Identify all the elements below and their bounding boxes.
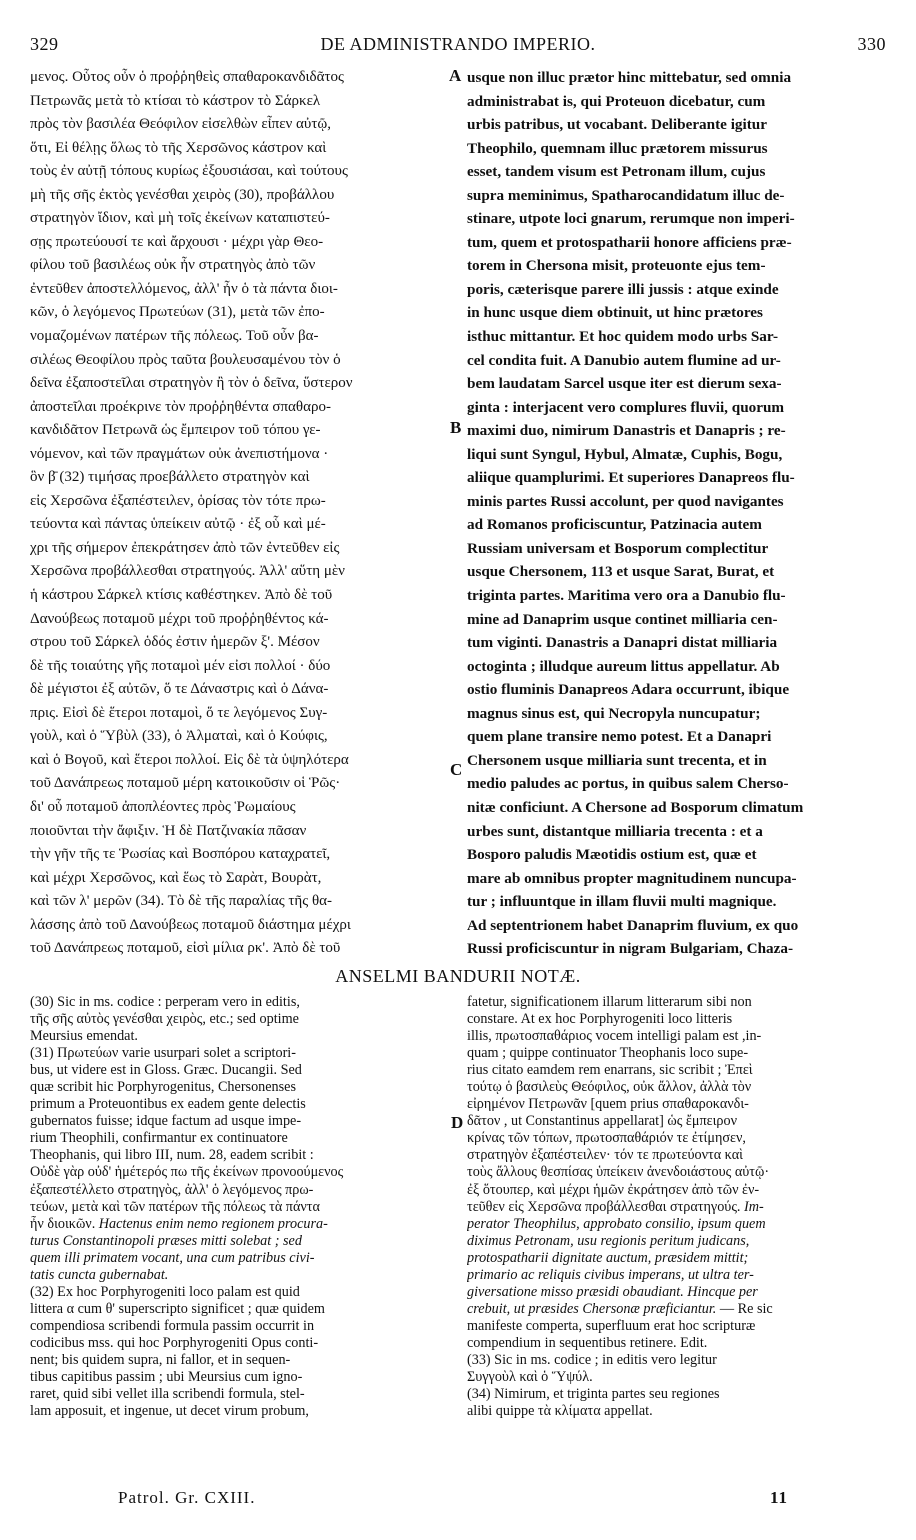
note-line: nent; bis quidem supra, ni fallor, et in sequen-	[30, 1351, 291, 1368]
latin-text-line: minis partes Russi accolunt, per quod navigantes	[467, 492, 784, 510]
note-line: alibi quippe τὰ κλίματα appellat.	[467, 1403, 653, 1420]
note-line: Οὐδὲ γὰρ οὐδ' ἡμέτερός πω τῆς ἐκείνων προνοούμενος	[30, 1164, 344, 1181]
greek-text-line: δὲ μέγιστοι ἐξ αὐτῶν, ὅ τε Δάναστρις καὶ ὁ Δάνα-	[30, 681, 329, 698]
greek-text-line: κανδιδᾶτον Πετρωνᾶ ὡς ἔμπειρον τοῦ τόπου γε-	[30, 422, 321, 439]
margin-marker-d: D	[451, 1113, 464, 1132]
greek-text-line: Δανούβεως ποταμοῦ μέχρι τοῦ προῤῥηθέντος κά-	[30, 610, 329, 627]
latin-text-line: tum viginti. Danastris a Danapri distat milliaria	[467, 634, 778, 652]
latin-text-line: aliique quamplurimi. Et superiores Danapreos flu-	[467, 469, 795, 487]
latin-text-line: ostio fluminis Danapreos Adara occurrunt, ibique	[467, 681, 790, 699]
margin-marker-c: C	[450, 760, 463, 779]
note-line: rius citato eamdem rem enarrans, sic scribit ; Ἐπεὶ	[467, 1062, 753, 1079]
latin-text-line: esset, tandem visum est Petronam illum, cujus	[467, 163, 766, 181]
greek-text-line: πρὸς τὸν βασιλέα Θεόφιλον εἰσελθὼν εἶπεν αὐτῷ,	[30, 116, 331, 133]
greek-text-line: ποιοῦνται τὴν ἄφιξιν. Ἡ δὲ Πατζινακία πᾶσαν	[30, 822, 307, 839]
latin-text-line: triginta partes. Maritima vero ora a Danubio flu-	[467, 587, 786, 605]
note-line: primum a Proteuontibus ex eadem gente delectis	[30, 1096, 306, 1113]
latin-text-line: Theophilo, quemnam illuc prætorem missurus	[467, 139, 768, 157]
margin-marker-a: A	[449, 66, 462, 85]
latin-text-line: usque Chersonem, 113 et usque Sarat, Burat, et	[467, 563, 775, 581]
greek-text-line: τεύοντα καὶ πάντας ὑπείκειν αὐτῷ · ἐξ οὗ καὶ μέ-	[30, 516, 326, 533]
latin-text-line: Bosporo paludis Mæotidis ostium est, quæ et	[467, 846, 757, 864]
note-line: turus Constantinopoli præses mitti solebat ; sed	[30, 1232, 302, 1249]
greek-text-line: δεῖνα ἐξαποστεῖλαι στρατηγὸν ἢ τὸν ὁ δεῖνα, ὕστερον	[30, 375, 353, 392]
greek-text-line: καὶ τῶν λ' μερῶν (34). Τὸ δὲ τῆς παραλίας τῆς θα-	[30, 893, 333, 910]
latin-text-line: usque non illuc prætor hinc mittebatur, sed omnia	[467, 69, 792, 86]
greek-text-line: ἀποστεῖλαι προέκρινε τὸν προῤῥηθέντα σπαθαρο-	[30, 398, 331, 415]
latin-text-line: torem in Chersona misit, proteuonte ejus tem-	[467, 257, 766, 275]
greek-text-line: Πετρωνᾶς μετὰ τὸ κτίσαι τὸ κάστρον τὸ Σάρκελ	[30, 92, 321, 109]
greek-text-line: νομαζομένων πατέρων τῆς πόλεως. Τοῦ οὖν βα-	[30, 328, 319, 345]
latin-text-line: maximi duo, nimirum Danastris et Danapris ; re-	[467, 422, 786, 440]
latin-text-line: tur ; influuntque in illam fluvii multi magnique.	[467, 893, 777, 911]
greek-text-line: ἐντεῦθεν ἀποστελλόμενος, ἀλλ' ἦν ὁ τὰ πάντα διοι-	[30, 280, 338, 297]
note-line: quæ scribit hic Porphyrogenitus, Chersonenses	[30, 1079, 296, 1096]
latin-text-line: mine ad Danaprim usque continet milliaria cen-	[467, 610, 778, 628]
note-line: (34) Nimirum, et triginta partes seu regiones	[467, 1386, 720, 1403]
notes-heading: ANSELMI BANDURII NOTÆ.	[335, 966, 581, 986]
note-line: τῆς σῆς αὐτὸς γενέσθαι χειρὸς, etc.; sed optime	[30, 1011, 299, 1028]
greek-text-line: εἰς Χερσῶνα ἐξαπέστειλεν, ὁρίσας τὸν τότε πρω-	[30, 492, 326, 509]
latin-text-line: supra meminimus, Spatharocandidatum illuc de-	[467, 186, 785, 204]
greek-text-line: ἡ κάστρου Σάρκελ κτίσις καθέστηκεν. Ἀπὸ δὲ τοῦ	[30, 587, 333, 604]
greek-text-line: πρις. Εἰσὶ δὲ ἕτεροι ποταμοὶ, ὅ τε λεγόμενος Συγ-	[30, 704, 328, 721]
note-line: εἰρημένον Πετρωνᾶν [quem prius σπαθαροκανδι-	[467, 1096, 749, 1113]
note-line: littera α cum θ' superscripto significet ; quæ quidem	[30, 1300, 325, 1317]
latin-text-line: Russi proficiscuntur in nigram Bulgariam, Chaza-	[467, 940, 793, 958]
greek-text-line: στρατηγὸν ἴδιον, καὶ μὴ τοῖς ἐκείνων καταπιστεύ-	[30, 210, 330, 227]
note-line: τούτῳ ὁ βασιλεὺς Θεόφιλος, οὐκ ἄλλον, ἀλλὰ τὸν	[467, 1079, 752, 1096]
footer-source: Patrol. Gr. CXIII.	[118, 1488, 256, 1507]
note-line: ἐξ ὅτουπερ, καὶ μέχρι ἡμῶν ἐκράτησεν ἀπὸ τῶν ἐν-	[467, 1181, 760, 1198]
margin-marker-b: B	[450, 418, 462, 437]
greek-text-line: σῃς πρωτεύουσί τε καὶ ἄρχουσι · μέχρι γὰρ Θεο-	[30, 233, 324, 250]
note-line: lam apposuit, et ingenue, ut decet virum probum,	[30, 1403, 309, 1420]
greek-text-line: λάσσης ἀπὸ τοῦ Δανούβεως ποταμοῦ διάστημα μέχρι	[30, 916, 351, 933]
greek-text-line: καὶ μέχρι Χερσῶνος, καὶ ἕως τὸ Σαρὰτ, Βουρὰτ,	[30, 869, 322, 886]
greek-text-line: φίλου τοῦ βασιλέως οὐκ ἦν στρατηγὸς ἀπὸ τῶν	[30, 257, 316, 274]
note-line: fatetur, significationem illarum litterarum sibi non	[467, 994, 752, 1010]
greek-text-line: δὲ τῆς τοιαύτης γῆς ποταμοὶ μέν εἰσι πολλοί · δύο	[30, 657, 331, 674]
note-line: rium Theophili, confirmantur ex continuatore	[30, 1130, 288, 1147]
greek-text-line: μὴ τῆς σῆς ἐκτὸς γενέσθαι χειρὸς (30), προβάλλου	[30, 186, 335, 203]
note-line: quem illi primatem vocant, una cum patribus civi-	[30, 1249, 315, 1266]
page-number-right: 330	[857, 34, 886, 54]
greek-text-line: κῶν, ὁ λεγόμενος Πρωτεύων (31), μετὰ τῶν ἐπο-	[30, 304, 325, 321]
greek-text-column	[30, 66, 455, 961]
latin-text-line: poris, cæterisque parere illi jussis : atque exinde	[467, 280, 779, 298]
latin-text-line: Chersonem usque milliaria sunt trecenta, et in	[467, 751, 767, 769]
note-line: τεῦθεν εἰς Χερσῶνα προβάλλεσθαι στρατηγούς. Im-	[467, 1198, 764, 1215]
latin-text-line: administrabat is, qui Proteuon dicebatur, cum	[467, 92, 766, 110]
note-line: κρίνας τῶν τόπων, πρωτοσπαθάριόν τε ἐτίμησεν,	[467, 1130, 746, 1147]
latin-text-column	[467, 66, 887, 961]
greek-text-line: καὶ ὁ Βογοῦ, καὶ ἕτεροι πολλοί. Εἰς δὲ τὰ ὑψηλότερα	[30, 751, 349, 768]
note-line: perator Theophilus, approbato consilio, ipsum quem	[467, 1215, 766, 1232]
latin-text-line: medio paludes ac portus, in quibus salem Cherso-	[467, 775, 789, 793]
note-line: tatis cuncta gubernabat.	[30, 1266, 169, 1283]
latin-text-line: Ad septentrionem habet Danaprim fluvium, ex quo	[467, 916, 799, 934]
running-header	[30, 34, 886, 62]
greek-text-line: τοῦ Δανάπρεως ποταμοῦ, εἰσὶ μίλια ρκ'. Ἀπὸ δὲ τοῦ	[30, 940, 341, 957]
note-line: στρατηγὸν ἐξαπέστειλεν· τόν τε πρωτεύοντα καὶ	[467, 1147, 743, 1164]
note-line: (33) Sic in ms. codice ; in editis vero legitur	[467, 1351, 717, 1368]
note-line: giversatione misso præsidi obaudiant. Hincque per	[467, 1283, 758, 1300]
latin-text-line: Russiam universam et Bosporum complectitur	[467, 539, 769, 557]
note-line: manifeste comperta, superfluum erat hoc scripturæ	[467, 1317, 756, 1334]
latin-text-line: isthuc mittantur. Et hoc quidem modo urbs Sar-	[467, 328, 779, 346]
greek-text-line: νόμενον, καὶ τῶν πραγμάτων οὐκ ἀνεπιστήμονα ·	[30, 445, 329, 462]
latin-text-line: urbis patribus, ut vocabant. Deliberante igitur	[467, 116, 767, 134]
notes-left-column	[30, 994, 450, 1420]
greek-text-line: γοὺλ, καὶ ὁ Ὕβὺλ (33), ὁ Ἀλματαὶ, καὶ ὁ Κούφις,	[30, 728, 328, 745]
latin-text-line: mare ab omnibus propter magnitudinem nuncupa-	[467, 869, 797, 887]
latin-text-line: octoginta ; illudque aureum littus appellatur. Ab	[467, 657, 780, 675]
note-line: (32) Ex hoc Porphyrogeniti loco palam est quid	[30, 1283, 300, 1300]
latin-text-line: stinare, utpote loci gnarum, rerumque non imperi-	[467, 210, 795, 228]
latin-text-line: nitæ conficiunt. A Chersone ad Bosporum climatum	[467, 798, 804, 816]
latin-text-line: urbes sunt, distantque milliaria trecenta : et a	[467, 822, 763, 840]
greek-text-line: ὃν β̄ (32) τιμήσας προεβάλλετο στρατηγὸν καὶ	[30, 469, 310, 486]
note-line: raret, quid sibi vellet illa scribendi formula, stel-	[30, 1386, 305, 1403]
greek-text-line: στρου τοῦ Σάρκελ ὁδός ἐστιν ἡμερῶν ξ'. Μέσον	[30, 634, 320, 651]
greek-text-line: χρι τῆς σήμερον ἐπεκράτησεν ἀπὸ τῶν ἐντεῦθεν εἰς	[30, 539, 340, 556]
latin-text-line: ad Romanos proficiscuntur, Patzinacia autem	[467, 516, 762, 534]
latin-text-line: liqui sunt Syngul, Hybul, Almatæ, Cuphis, Bogu,	[467, 445, 783, 463]
note-line: constare. At ex hoc Porphyrogeniti loco litteris	[467, 1011, 733, 1028]
note-line: primario ac reliquis civibus imperans, ut ultra ter-	[467, 1266, 754, 1283]
notes-right-column	[467, 994, 887, 1420]
note-line: protospatharii dignitate auctum, præsidem mittit;	[467, 1249, 749, 1266]
note-line: τεύων, μετὰ καὶ τῶν πατέρων τῆς πόλεως τὰ πάντα	[30, 1198, 320, 1215]
greek-text-line: μενος. Οὗτος οὖν ὁ προῤῥηθεὶς σπαθαροκανδιδᾶτος	[30, 69, 344, 85]
latin-text-line: magnus sinus est, qui Necropyla nuncupatur;	[467, 704, 761, 722]
note-line: crebuit, ut præsides Chersonæ præficiantur. — Re sic	[467, 1300, 773, 1317]
note-line: (31) Πρωτεύων varie usurpari solet a scriptori-	[30, 1045, 296, 1062]
note-line: quam ; quippe continuator Theophanis loco supe-	[467, 1045, 749, 1062]
footer-sheet-number: 11	[770, 1488, 789, 1507]
latin-text-line: in hunc usque diem obtinuit, ut hinc prætores	[467, 304, 763, 322]
note-line: illis, πρωτοσπαθάριος vocem intelligi palam est ,in-	[467, 1028, 762, 1045]
note-line: gubernatos fuisse; idque factum ad usque impe-	[30, 1113, 302, 1130]
note-line: Συγγοὺλ καὶ ὁ Ὕψύλ.	[467, 1369, 593, 1386]
note-line: diximus Petronam, usu regionis peritum judicans,	[467, 1232, 750, 1249]
latin-text-line: tum, quem et protospatharii honore afficiens præ-	[467, 233, 792, 251]
latin-text-line: cel condita fuit. A Danubio autem flumine ad ur-	[467, 351, 781, 369]
latin-text-line: quem plane transire nemo potest. Et a Danapri	[467, 728, 772, 746]
note-line: compendium in sequentibus retinere. Edit.	[467, 1334, 708, 1351]
note-line: (30) Sic in ms. codice : perperam vero in editis,	[30, 994, 300, 1010]
greek-text-line: τοῦ Δανάπρεως ποταμοῦ μέρη κατοικοῦσιν οἱ Ῥῶς·	[30, 775, 341, 792]
note-line: codicibus mss. qui hoc Porphyrogeniti Opus conti-	[30, 1334, 319, 1351]
page-number-left: 329	[30, 34, 59, 54]
note-line: ἐξαπεστέλλετο στρατηγὸς, ἀλλ' ὁ λεγόμενος πρω-	[30, 1181, 314, 1198]
greek-text-line: τὴν γῆν τῆς τε Ῥωσίας καὶ Βοσπόρου καταχρατεῖ,	[30, 846, 331, 863]
greek-text-line: Χερσῶνα προβάλλεσθαι στρατηγούς. Ἀλλ' αὕτη μὲν	[30, 563, 345, 580]
greek-text-line: τοὺς ἐν αὐτῇ τόπους κυρίως ἐξουσιάσαι, καὶ τούτους	[30, 163, 348, 180]
running-title: DE ADMINISTRANDO IMPERIO.	[320, 34, 596, 54]
latin-text-line: bem laudatam Sarcel usque iter est dierum sexa-	[467, 375, 782, 393]
note-line: compendiosa scribendi formula passim occurrit in	[30, 1317, 315, 1334]
greek-text-line: σιλέως Θεοφίλου πρὸς ταῦτα βουλευσαμένου τὸν ὁ	[30, 351, 341, 368]
note-line: bus, ut videre est in Gloss. Græc. Ducangii. Sed	[30, 1062, 302, 1079]
note-line: τοὺς ἄλλους θεσπίσας ὑπείκειν ἀνενδοιάστους αὐτῷ·	[467, 1164, 770, 1181]
note-line: δᾶτον , ut Constantinus appellarat] ὡς ἔμπειρον	[467, 1113, 737, 1130]
note-line: ἦν διοικῶν. Hactenus enim nemo regionem procura-	[30, 1215, 328, 1232]
note-line: Meursius emendat.	[30, 1028, 138, 1045]
latin-text-line: ginta : interjacent vero complures fluvii, quorum	[467, 398, 785, 416]
note-line: tibus capitibus passim ; ubi Meursius cum igno-	[30, 1369, 303, 1386]
greek-text-line: ὅτι, Εἰ θέλῃς ὅλως τὸ τῆς Χερσῶνος κάστρον καὶ	[30, 139, 327, 156]
note-line: Theophanis, qui libro III, num. 28, eadem scribit :	[30, 1147, 314, 1164]
greek-text-line: δι' οὗ ποταμοῦ ἀποπλέοντες πρὸς Ῥωμαίους	[30, 798, 296, 815]
